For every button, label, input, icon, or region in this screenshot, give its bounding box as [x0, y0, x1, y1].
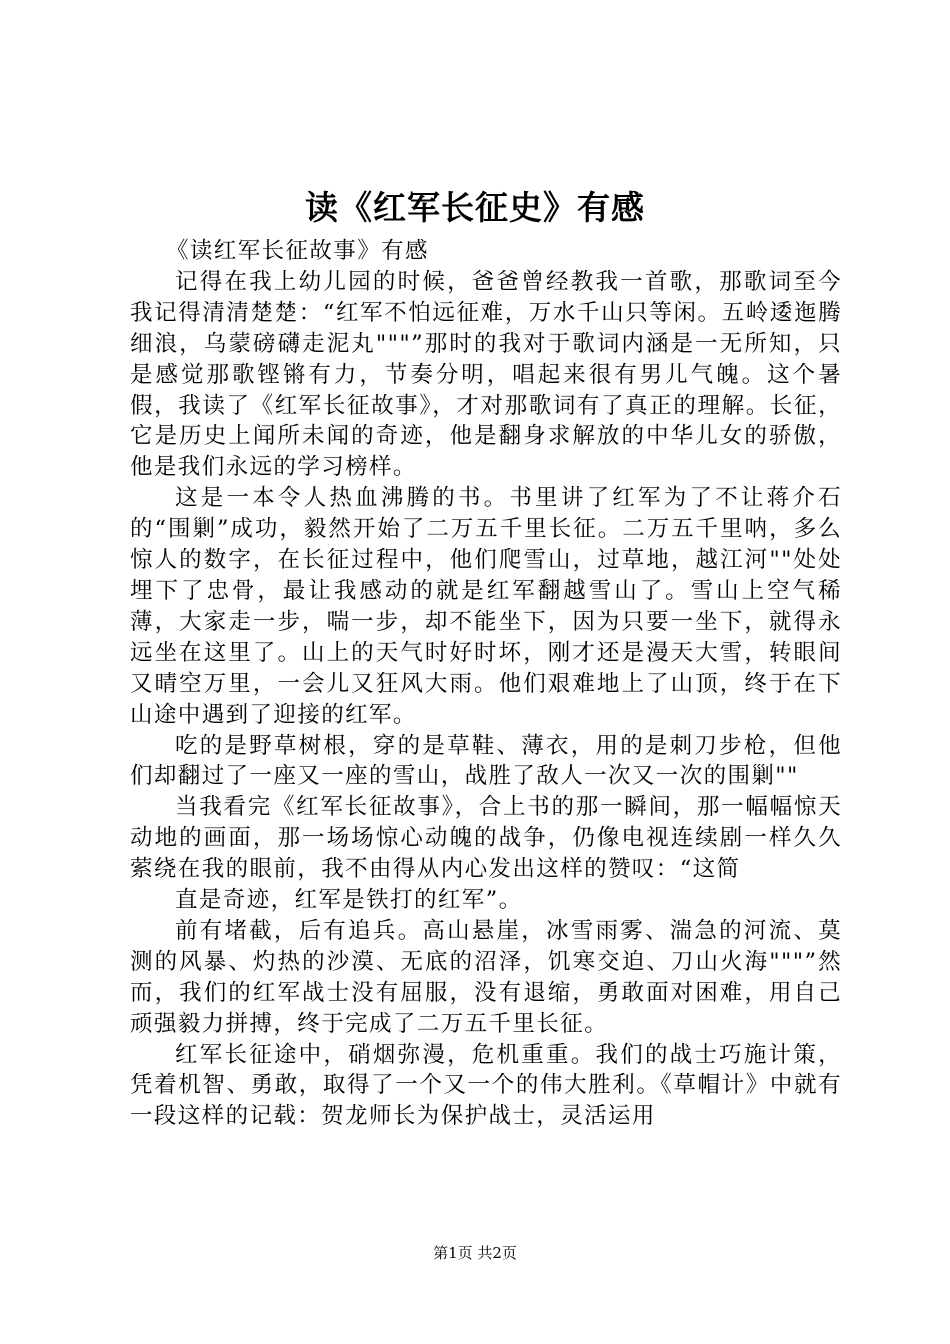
page-footer: 第1页 共2页 — [433, 1244, 517, 1262]
paragraph: 当我看完《红军长征故事》，合上书的那一瞬间，那一幅幅惊天动地的画面，那一场场惊心动魄的战争，仍像电视连续剧一样久久萦绕在我的眼前，我不由得从内心发出这样的赞叹：“这简 — [130, 794, 842, 883]
paragraph: 记得在我上幼儿园的时候，爸爸曾经教我一首歌，那歌词至今我记得清清楚楚：“红军不怕远征难，万水千山只等闲。五岭逶迤腾细浪，乌蒙磅礴走泥丸"""”那时的我对于歌词内涵是一无所知，只是感觉那歌铿锵有力，节奏分明，唱起来很有男儿气魄。这个暑假，我读了《红军长征故事》，才对那歌词有了真正的理解。长征，它是历史上闻所未闻的奇迹，他是翻身求解放的中华儿女的骄傲，他是我们永远的学习榜样。 — [130, 268, 842, 481]
document-subtitle: 《读红军长征故事》有感 — [166, 238, 429, 264]
paragraph: 吃的是野草树根，穿的是草鞋、薄衣，用的是刺刀步枪，但他们却翻过了一座又一座的雪山，战胜了敌人一次又一次的围剿"" — [130, 732, 842, 790]
document-body — [130, 236, 842, 1132]
paragraph: 直是奇迹，红军是铁打的红军”。 — [175, 887, 523, 914]
paragraph: 这是一本令人热血沸腾的书。书里讲了红军为了不让蒋介石的“围剿”成功，毅然开始了二万五千里长征。二万五千里呐，多么惊人的数字，在长征过程中，他们爬雪山，过草地，越江河""处处埋下了忠骨，最让我感动的就是红军翻越雪山了。雪山上空气稀薄，大家走一步，喘一步，却不能坐下，因为只要一坐下，就得永远坐在这里了。山上的天气时好时坏，刚才还是漫天大雪，转眼间又晴空万里，一会儿又狂风大雨。他们艰难地上了山顶，终于在下山途中遇到了迎接的红军。 — [130, 485, 842, 728]
paragraph: 前有堵截，后有追兵。高山悬崖，冰雪雨雾、湍急的河流、莫测的风暴、灼热的沙漠、无底的沼泽，饥寒交迫、刀山火海"""”然而，我们的红军战士没有屈服，没有退缩，勇敢面对困难，用自己顽强毅力拼搏，终于完成了二万五千里长征。 — [130, 917, 842, 1037]
paragraph: 红军长征途中，硝烟弥漫，危机重重。我们的战士巧施计策，凭着机智、勇敢，取得了一个又一个的伟大胜利。《草帽计》中就有一段这样的记载：贺龙师长为保护战士，灵活运用 — [130, 1041, 842, 1130]
document-title: 读《红军长征史》有感 — [305, 188, 645, 227]
